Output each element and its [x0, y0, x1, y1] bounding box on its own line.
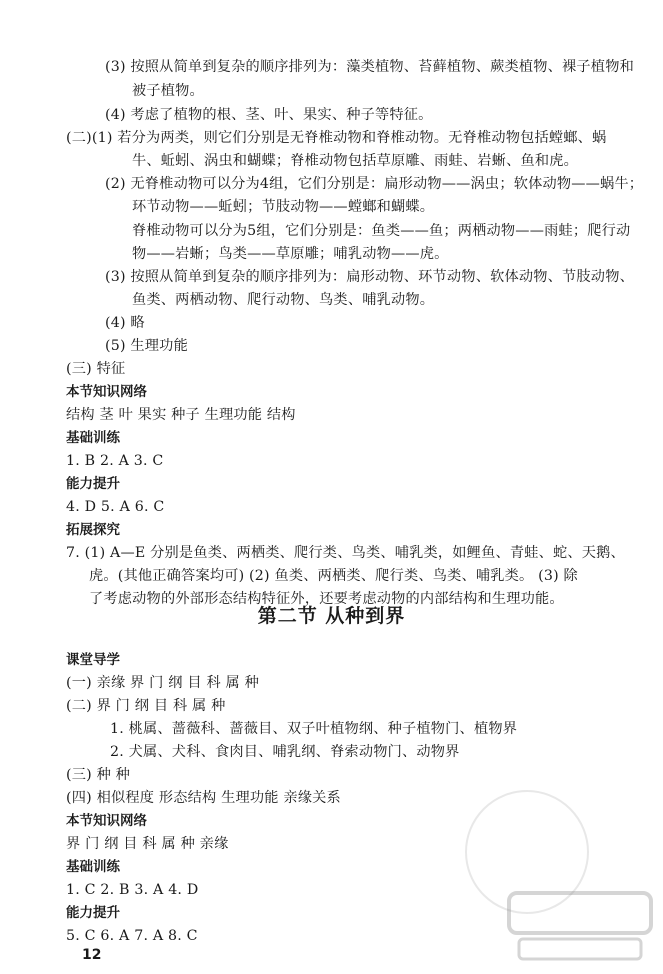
answer-line: 4. D 5. A 6. C — [66, 499, 165, 515]
answer-line: 1. C 2. B 3. A 4. D — [66, 882, 199, 898]
text-line: 物——岩蜥；鸟类——草原雕；哺乳动物——虎。 — [132, 246, 449, 262]
section-heading: 课堂导学 — [66, 652, 120, 668]
section-heading: 基础训练 — [66, 859, 120, 875]
text-line: (二)(1) 若分为两类，则它们分别是无脊椎动物和脊椎动物。无脊椎动物包括螳螂、蜗 — [66, 130, 607, 146]
answer-line: 1. B 2. A 3. C — [66, 453, 164, 469]
watermark-logo — [505, 885, 655, 965]
text-line: (4) 考虑了植物的根、茎、叶、果实、种子等特征。 — [105, 107, 433, 123]
text-line: (三) 特征 — [66, 361, 126, 377]
text-line: (四) 相似程度 形态结构 生理功能 亲缘关系 — [66, 790, 341, 806]
section-heading: 能力提升 — [66, 476, 120, 492]
text-line: (三) 种 种 — [66, 767, 131, 783]
section-title: 第二节 从种到界 — [257, 605, 406, 627]
text-line: (4) 略 — [105, 315, 145, 331]
text-line: 鱼类、两栖动物、爬行动物、鸟类、哺乳动物。 — [132, 292, 435, 308]
section-heading: 基础训练 — [66, 430, 120, 446]
section-heading: 本节知识网络 — [66, 813, 147, 829]
text-line: 了考虑动物的外部形态结构特征外，还要考虑动物的内部结构和生理功能。 — [89, 591, 564, 607]
text-line: (3) 按照从简单到复杂的顺序排列为：扁形动物、环节动物、软体动物、节肢动物、 — [105, 269, 634, 285]
text-line: (3) 按照从简单到复杂的顺序排列为：藻类植物、苔藓植物、蕨类植物、裸子植物和 — [105, 59, 634, 75]
text-line: 2. 犬属、犬科、食肉目、哺乳纲、脊索动物门、动物界 — [110, 744, 460, 760]
page-number: 12 — [82, 947, 102, 963]
text-line: 7. (1) A—E 分别是鱼类、两栖类、爬行类、鸟类、哺乳类，如鲤鱼、青蛙、蛇、天鹅、 — [66, 545, 625, 561]
text-line: (5) 生理功能 — [105, 338, 188, 354]
answer-line: 5. C 6. A 7. A 8. C — [66, 928, 198, 944]
text-line: 虎。(其他正确答案均可) (2) 鱼类、两栖类、爬行类、鸟类、哺乳类。 (3) 除 — [89, 568, 578, 584]
text-line: (一) 亲缘 界 门 纲 目 科 属 种 — [66, 675, 260, 691]
text-line: 1. 桃属、蔷薇科、蔷薇目、双子叶植物纲、种子植物门、植物界 — [110, 721, 518, 737]
text-line: 结构 茎 叶 果实 种子 生理功能 结构 — [66, 407, 296, 423]
text-line: 被子植物。 — [132, 83, 204, 99]
section-heading: 本节知识网络 — [66, 384, 147, 400]
text-line: 牛、蚯蚓、涡虫和蝴蝶；脊椎动物包括草原雕、雨蛙、岩蜥、鱼和虎。 — [132, 153, 579, 169]
text-line: (二) 界 门 纲 目 科 属 种 — [66, 698, 226, 714]
text-line: 界 门 纲 目 科 属 种 亲缘 — [66, 836, 229, 852]
text-line: 环节动物——蚯蚓；节肢动物——螳螂和蝴蝶。 — [132, 199, 435, 215]
section-heading: 拓展探究 — [66, 522, 120, 538]
section-heading: 能力提升 — [66, 905, 120, 921]
text-line: (2) 无脊椎动物可以分为4组，它们分别是：扁形动物——涡虫；软体动物——蜗牛； — [105, 176, 644, 192]
text-line: 脊椎动物可以分为5组，它们分别是：鱼类——鱼；两栖动物——雨蛙；爬行动 — [132, 223, 631, 239]
